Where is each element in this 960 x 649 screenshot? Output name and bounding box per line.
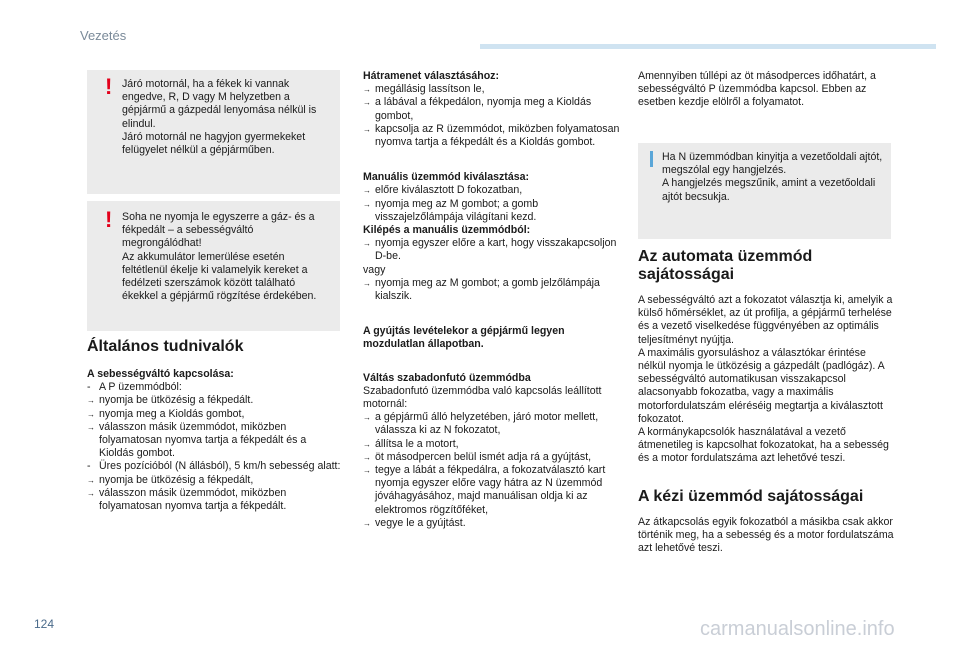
list-item: → válasszon másik üzemmódot, miközben folyamatosan nyomva tartja a fékpedált és a Kioldás gombot. [87,421,342,461]
freewheel-intro: Szabadonfutó üzemmódba való kapcsolás leállított motornál: [363,384,602,411]
switch-title: A sebességváltó kapcsolása: [87,368,234,380]
list-item: → előre kiválasztott D fokozatban, [363,184,621,197]
automatic-text: A sebességváltó azt a fokozatot választja ki, amelyik a külső hőmérséklet, az út profilja, a gépjármű terhelése és a vezető viselkedése függvényében az optimális teljesítményt nyújtja. A maximális gyorsuláshoz a választókar érintése nélkül nyomja le ütközésig a gázpedált (padlógáz). A sebességváltó automatikusan visszakapcsol alacsonyabb fokozatba, vagy a maximális motorfordulatszám eléréséig megtartja a kiválasztott fokozatot. A kormánykapcsolók használatával a vezető átmenetileg is kapcsolhat fokozatokat, ha a sebesség és a motor fordulatszáma azt lehetővé teszi. [638,294,893,465]
intro-text: Amennyiben túllépi az öt másodperces időhatárt, a sebességváltó P üzemmódba kapcsol. Ebben az esetben kezdje elölről a folyamatot. [638,70,876,109]
exit-manual-list [363,237,621,263]
item-from-n-list [87,474,342,514]
info-icon [650,151,653,167]
list-item: → állítsa le a motort, [363,438,621,451]
list-item: → tegye a lábát a fékpedálra, a fokozatválasztó kart nyomja egyszer előre vagy hátra az N üzemmód jóváhagyásához, majd manuálisan oldja ki az elektromos rögzítőféket, [363,464,621,517]
list-item: → nyomja meg az M gombot; a gomb visszajelzőlámpája világítani kezd. [363,198,621,224]
list-item: → nyomja egyszer előre a kart, hogy visszakapcsoljon D-be. [363,237,621,263]
list-item: → vegye le a gyújtást. [363,517,621,530]
exit-manual-title: Kilépés a manuális üzemmódból: [363,224,531,237]
manual-mode-text: Az átkapcsolás egyik fokozatból a másikba csak akkor történik meg, ha a sebesség és a motor fordulatszáma azt lehetővé teszi. [638,515,894,555]
reverse-title: Hátramenet választásához: [363,70,500,82]
heading-automatic: Az automata üzemmód sajátosságai [638,248,813,283]
manual-select-list [363,184,621,224]
warning-box-2 [87,201,340,331]
section-title: Vezetés [80,28,127,43]
list-item: → nyomja meg a Kioldás gombot, [87,408,342,421]
ignition-note: A gyújtás levételekor a gépjármű legyen mozdulatlan állapotban. [363,325,565,351]
reverse-list [363,83,621,149]
list-item: → a lábával a fékpedálon, nyomja meg a Kioldás gombot, [363,96,621,122]
exit-manual-list-2 [363,277,621,303]
warning-2-text: Soha ne nyomja le egyszerre a gáz- és a fékpedált – a sebességváltó megrongálódhat! Az akkumulátor lemerülése esetén feltétlenül ékelje ki valamelyik kereket a fedélzeti szerszámok között található ékekkel a gépjármű rögzítése érdekében. [122,211,317,303]
column-3-body [638,248,896,555]
warning-box-1 [87,70,340,194]
list-item: → kapcsolja az R üzemmódot, miközben folyamatosan nyomva tartja a fékpedált és a Kioldás gombot. [363,123,621,149]
item-from-p-list [87,394,342,460]
list-item: → nyomja be ütközésig a fékpedált, [87,474,342,487]
list-item: → válasszon másik üzemmódot, miközben folyamatosan nyomva tartja a fékpedált. [87,487,342,513]
list-item: → nyomja be ütközésig a fékpedált. [87,394,342,407]
or-text: vagy [363,263,386,276]
header-bar [480,44,936,49]
watermark: carmanualsonline.info [700,618,895,640]
page-number: 124 [34,617,55,631]
info-box [638,143,891,239]
heading-general: Általános tudnivalók [87,338,244,355]
warning-icon: ! [105,74,113,99]
column-3-intro [638,70,888,110]
freewheel-list [363,411,621,530]
list-item: → a gépjármű álló helyzetében, járó motor mellett, válassza ki az N fokozatot, [363,411,621,437]
freewheel-title: Váltás szabadonfutó üzemmódba [363,371,531,384]
heading-manual: A kézi üzemmód sajátosságai [638,487,864,505]
column-2-body [363,70,621,530]
warning-icon: ! [105,207,113,232]
info-box-text: Ha N üzemmódban kinyitja a vezetőoldali ajtót, megszólal egy hangjelzés. A hangjelzés megszűnik, amint a vezetőoldali ajtót becsukja. [662,151,883,203]
item-from-p: - A P üzemmódból: [87,381,342,394]
list-item: → nyomja meg az M gombot; a gomb jelzőlámpája kialszik. [363,277,621,303]
item-from-n: - Üres pozícióból (N állásból), 5 km/h sebesség alatt: [87,460,342,473]
list-item: → megállásig lassítson le, [363,83,621,96]
list-item: → öt másodpercen belül ismét adja rá a gyújtást, [363,451,621,464]
manual-select-title: Manuális üzemmód kiválasztása: [363,171,530,184]
warning-1-text: Járó motornál, ha a fékek ki vannak engedve, R, D vagy M helyzetben a gépjármű a gázpedál lenyomása nélkül is elindul. Járó motornál ne hagyjon gyermekeket felügyelet nélkül a gépjárműben. [122,78,317,157]
column-1-body [87,338,342,513]
